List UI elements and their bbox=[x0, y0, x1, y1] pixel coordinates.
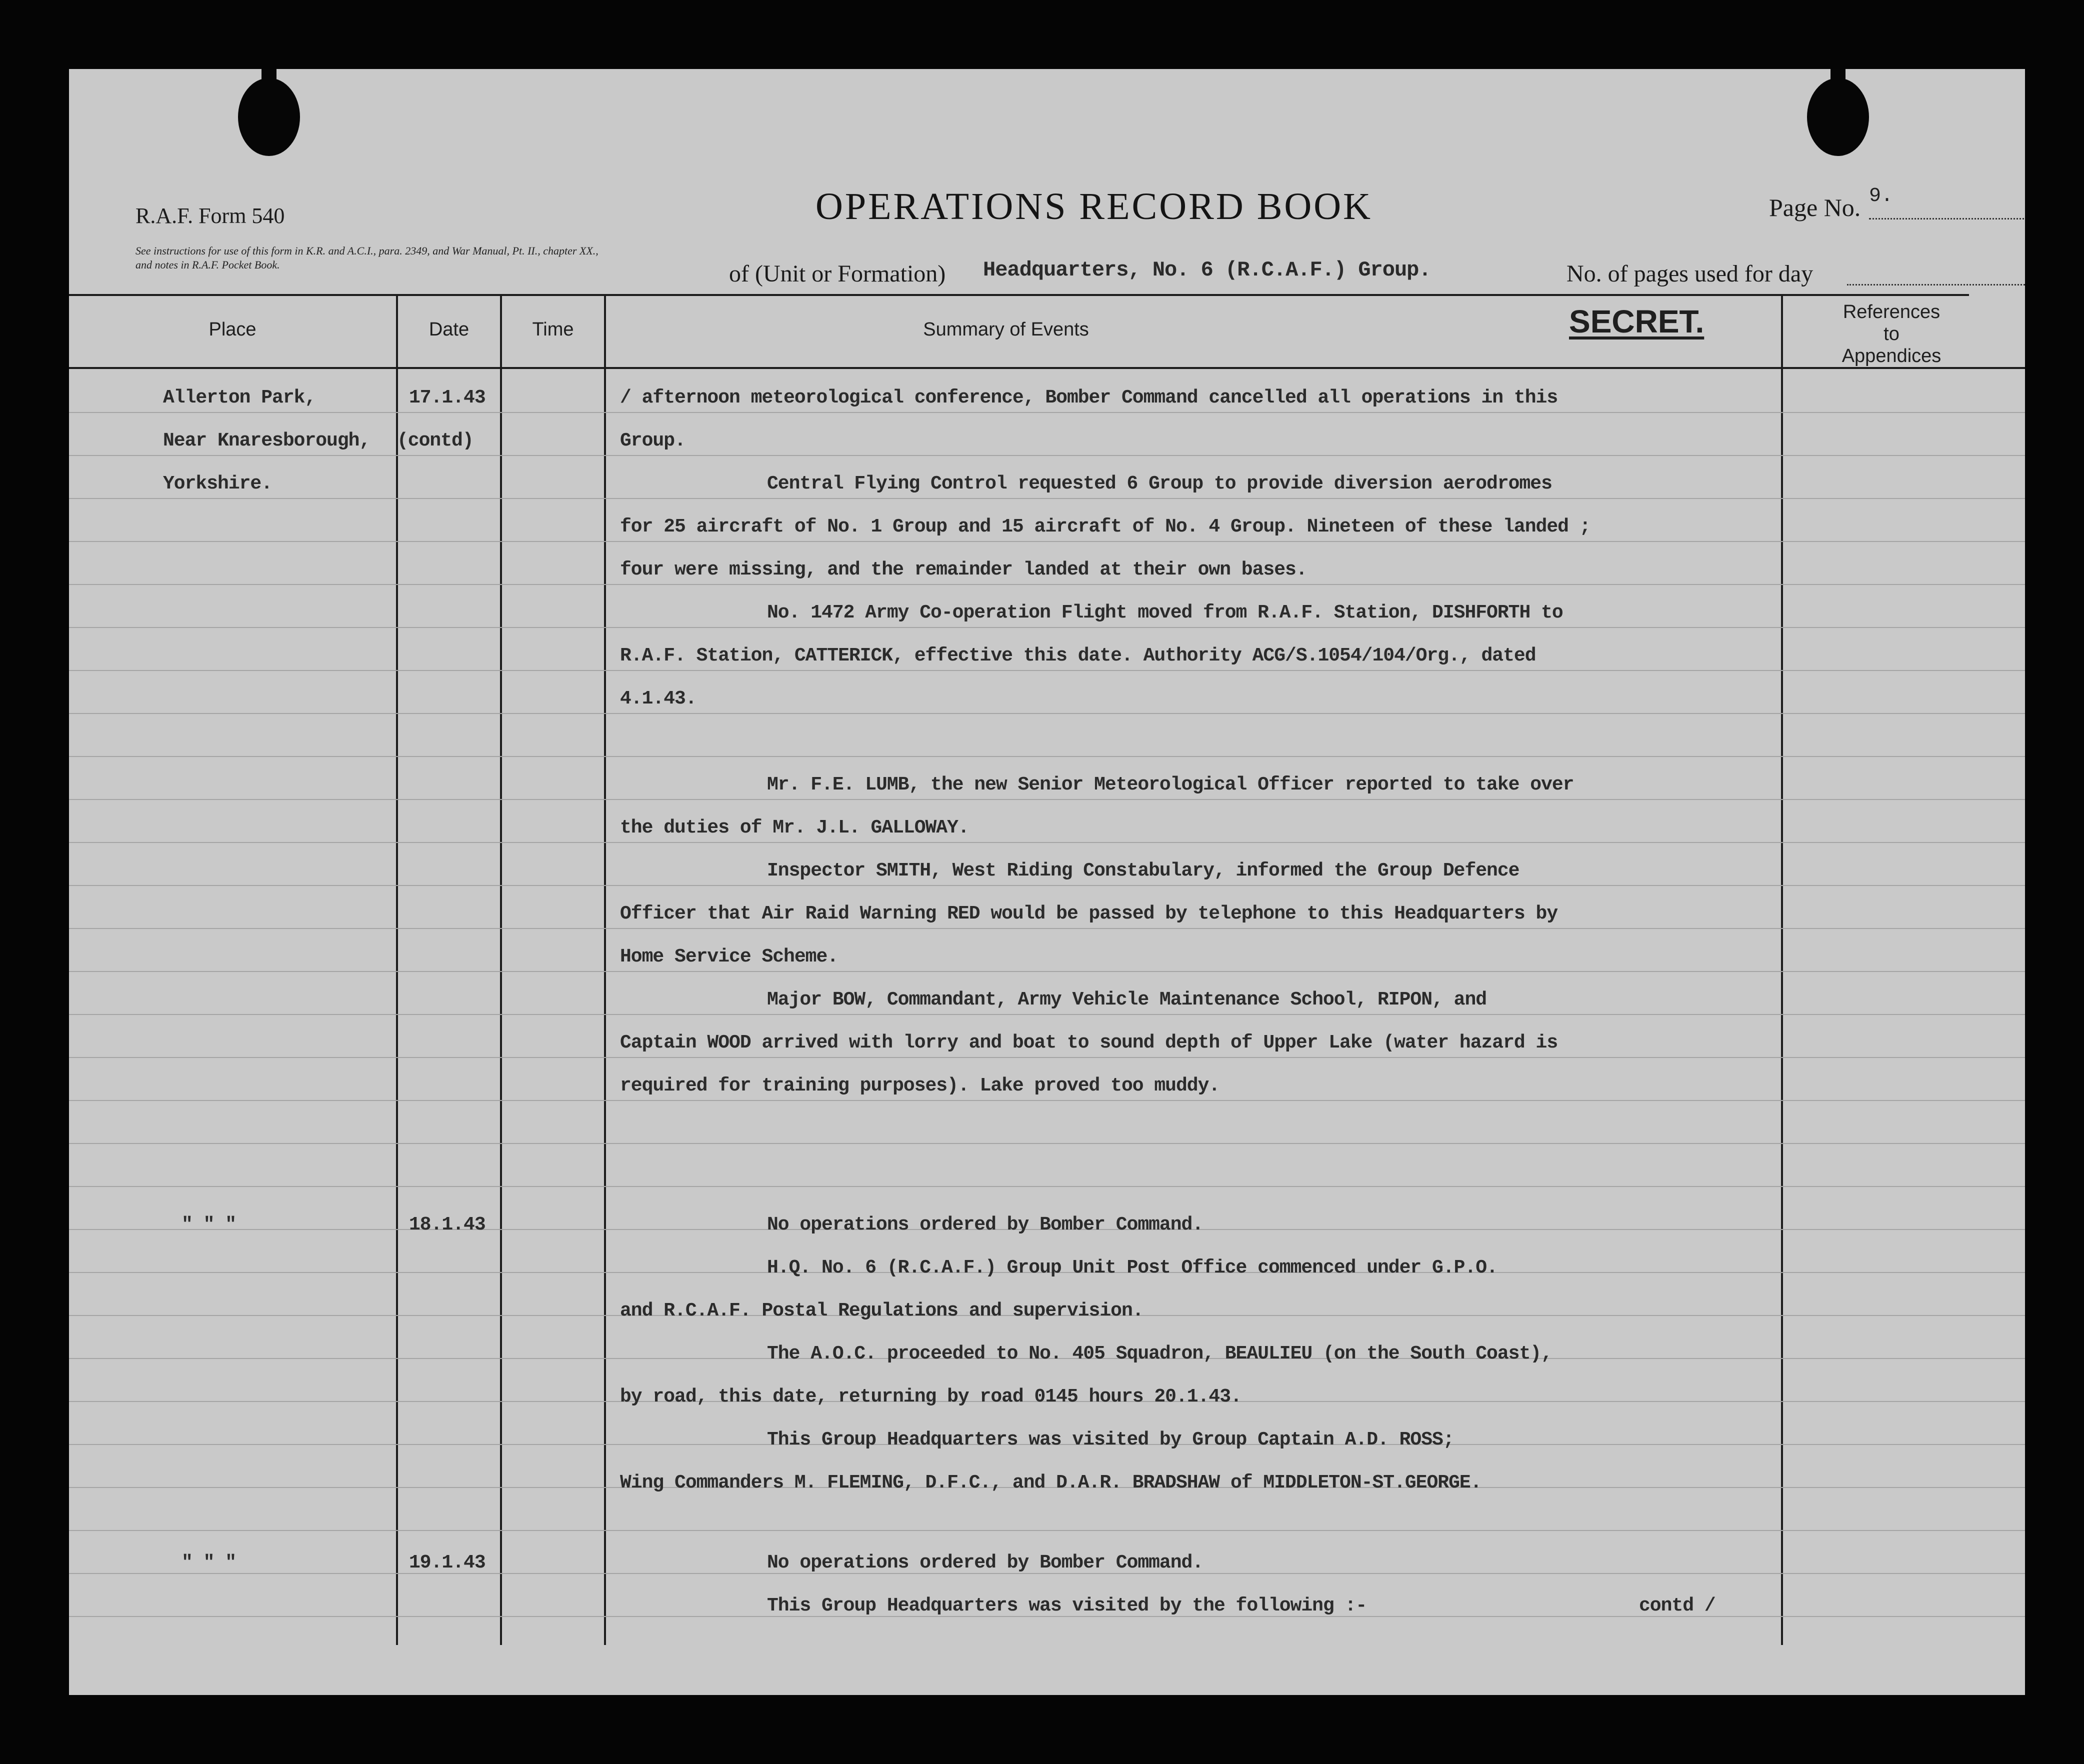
column-divider-summary bbox=[1781, 294, 1783, 1645]
place-line: Near Knaresborough, bbox=[163, 430, 370, 452]
column-header-time: Time bbox=[532, 319, 574, 340]
summary-line: and R.C.A.F. Postal Regulations and supervision. bbox=[620, 1300, 1144, 1322]
summary-line: Inspector SMITH, West Riding Constabulary, informed the Group Defence bbox=[767, 860, 1520, 882]
place-line: Allerton Park, bbox=[163, 387, 316, 408]
summary-line: the duties of Mr. J.L. GALLOWAY. bbox=[620, 817, 969, 838]
ruled-line bbox=[69, 627, 2025, 628]
secret-stamp: SECRET. bbox=[1569, 304, 1704, 340]
summary-line: Group. bbox=[620, 430, 686, 452]
summary-line: / afternoon meteorological conference, Bomber Command cancelled all operations in this bbox=[620, 387, 1558, 408]
ruled-line bbox=[69, 584, 2025, 585]
place-ditto: " " " bbox=[182, 1552, 236, 1574]
column-divider-time bbox=[604, 294, 606, 1645]
ruled-line bbox=[69, 541, 2025, 542]
unit-label: of (Unit or Formation) bbox=[729, 260, 946, 287]
punch-hole-right bbox=[1807, 78, 1869, 156]
summary-line: 4.1.43. bbox=[620, 688, 696, 710]
summary-line: Central Flying Control requested 6 Group to provide diversion aerodromes bbox=[767, 473, 1552, 494]
ruled-line bbox=[69, 842, 2025, 843]
record-table bbox=[69, 294, 2025, 1695]
punch-hole-left bbox=[238, 78, 300, 156]
column-header-references: References to Appendices bbox=[1842, 302, 1942, 366]
summary-line: Officer that Air Raid Warning RED would be passed by telephone to this Headquarters by bbox=[620, 903, 1558, 924]
summary-line: No operations ordered by Bomber Command. bbox=[767, 1552, 1204, 1574]
column-divider-date bbox=[500, 294, 502, 1645]
ruled-line bbox=[69, 412, 2025, 413]
pages-used-label: No. of pages used for day bbox=[1566, 260, 1814, 287]
ruled-line bbox=[69, 455, 2025, 456]
summary-line: No operations ordered by Bomber Command. bbox=[767, 1214, 1204, 1236]
ruled-line bbox=[69, 1014, 2025, 1015]
summary-line: for 25 aircraft of No. 1 Group and 15 aircraft of No. 4 Group. Nineteen of these landed ; bbox=[620, 516, 1590, 538]
summary-line: This Group Headquarters was visited by the following :- bbox=[767, 1595, 1367, 1616]
summary-line: Wing Commanders M. FLEMING, D.F.C., and D.A.R. BRADSHAW of MIDDLETON-ST.GEORGE. bbox=[620, 1472, 1482, 1494]
form-id: R.A.F. Form 540 bbox=[136, 204, 285, 228]
summary-line: required for training purposes). Lake proved too muddy. bbox=[620, 1075, 1220, 1096]
summary-line: four were missing, and the remainder landed at their own bases. bbox=[620, 559, 1307, 580]
column-header-summary: Summary of Events bbox=[923, 319, 1089, 340]
summary-line: The A.O.C. proceeded to No. 405 Squadron, BEAULIEU (on the South Coast), bbox=[767, 1343, 1552, 1364]
summary-line: R.A.F. Station, CATTERICK, effective this date. Authority ACG/S.1054/104/Org., dated bbox=[620, 645, 1536, 666]
column-header-place: Place bbox=[208, 319, 256, 340]
table-top-rule bbox=[69, 294, 1969, 296]
header-bottom-rule bbox=[69, 367, 2025, 369]
ruled-line bbox=[69, 1057, 2025, 1058]
place-line: Yorkshire. bbox=[163, 473, 272, 494]
summary-line: This Group Headquarters was visited by Group Captain A.D. ROSS; bbox=[767, 1429, 1454, 1450]
column-divider-place bbox=[396, 294, 398, 1645]
ruled-line bbox=[69, 799, 2025, 800]
summary-line: by road, this date, returning by road 0145 hours 20.1.43. bbox=[620, 1386, 1242, 1408]
place-ditto: " " " bbox=[182, 1214, 236, 1236]
ruled-line bbox=[69, 713, 2025, 714]
ruled-line bbox=[69, 1530, 2025, 1531]
ruled-line bbox=[69, 928, 2025, 929]
summary-line: H.Q. No. 6 (R.C.A.F.) Group Unit Post Office commenced under G.P.O. bbox=[767, 1257, 1498, 1278]
summary-line: Major BOW, Commandant, Army Vehicle Maintenance School, RIPON, and bbox=[767, 989, 1487, 1010]
ruled-line bbox=[69, 885, 2025, 886]
page-number-dotline bbox=[1869, 218, 2025, 220]
page-number-label: Page No. bbox=[1769, 194, 1861, 222]
page-title: OPERATIONS RECORD BOOK bbox=[815, 186, 1373, 228]
ruled-line bbox=[69, 1100, 2025, 1101]
ruled-line bbox=[69, 670, 2025, 671]
page-number-value: 9. bbox=[1869, 185, 1894, 208]
ruled-line bbox=[69, 1143, 2025, 1144]
record-sheet bbox=[69, 69, 2025, 1695]
form-instructions: See instructions for use of this form in K.R. and A.C.I., para. 2349, and War Manual, Pt. II., chapter XX., and notes in R.A.F. Pocket Book. bbox=[136, 244, 598, 271]
summary-line: Mr. F.E. LUMB, the new Senior Meteorological Officer reported to take over bbox=[767, 774, 1574, 796]
unit-value: Headquarters, No. 6 (R.C.A.F.) Group. bbox=[983, 258, 1431, 282]
entry-date: 17.1.43 bbox=[409, 387, 486, 408]
summary-line: Captain WOOD arrived with lorry and boat to sound depth of Upper Lake (water hazard is bbox=[620, 1032, 1558, 1054]
continued-marker: contd / bbox=[1639, 1595, 1716, 1616]
summary-line: Home Service Scheme. bbox=[620, 946, 838, 968]
pages-used-dotline bbox=[1847, 284, 2025, 286]
ruled-line bbox=[69, 498, 2025, 499]
ruled-line bbox=[69, 971, 2025, 972]
ruled-line bbox=[69, 756, 2025, 757]
entry-date: 19.1.43 bbox=[409, 1552, 486, 1574]
entry-date-continued: (contd) bbox=[397, 430, 474, 452]
summary-line: No. 1472 Army Co-operation Flight moved from R.A.F. Station, DISHFORTH to bbox=[767, 602, 1563, 624]
entry-date: 18.1.43 bbox=[409, 1214, 486, 1236]
column-header-date: Date bbox=[428, 319, 470, 340]
ruled-line bbox=[69, 1186, 2025, 1187]
